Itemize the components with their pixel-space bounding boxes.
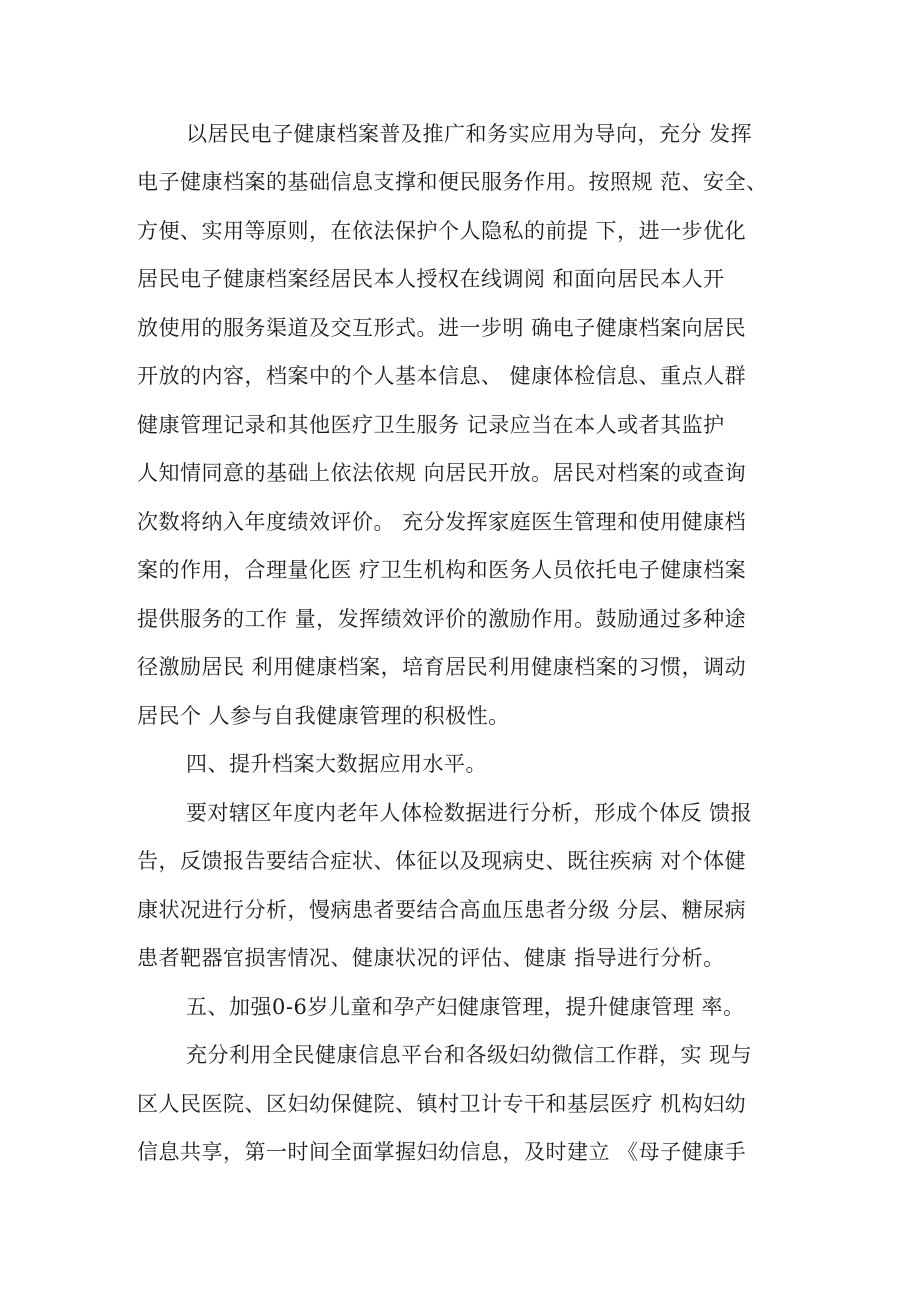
text-line: 居民电子健康档案经居民本人授权在线调阅 和面向居民本人开 bbox=[137, 267, 725, 291]
text-line: 康状况进行分析，慢病患者要结合高血压患者分级 分层、糖尿病 bbox=[137, 898, 747, 922]
section-heading: 四、提升档案大数据应用水平。 bbox=[186, 752, 487, 776]
text-line: 放使用的服务渠道及交互形式。进一步明 确电子健康档案向居民 bbox=[137, 316, 747, 340]
text-line: 以居民电子健康档案普及推广和务实应用为导向，充分 发挥 bbox=[186, 122, 753, 146]
text-line: 提供服务的工作 量，发挥绩效评价的激励作用。鼓励通过多种途 bbox=[137, 607, 747, 631]
text-line: 径激励居民 利用健康档案，培育居民利用健康档案的习惯，调动 bbox=[137, 655, 747, 679]
text-line: 充分利用全民健康信息平台和各级妇幼微信工作群，实 现与 bbox=[186, 1043, 753, 1067]
text-line: 区人民医院、区妇幼保健院、镇村卫计专干和基层医疗 机构妇幼 bbox=[137, 1092, 747, 1116]
text-line: 人知情同意的基础上依法依规 向居民开放。居民对档案的或查询 bbox=[137, 461, 747, 485]
text-line: 告，反馈报告要结合症状、体征以及现病史、既往疾病 对个体健 bbox=[137, 849, 747, 873]
text-line: 健康管理记录和其他医疗卫生服务 记录应当在本人或者其监护 bbox=[137, 413, 725, 437]
text-line: 电子健康档案的基础信息支撑和便民服务作用。按照规 范、安全、 bbox=[137, 170, 768, 194]
text-line: 患者靶器官损害情况、健康状况的评估、健康 指导进行分析。 bbox=[137, 946, 725, 970]
text-line: 要对辖区年度内老年人体检数据进行分析，形成个体反 馈报 bbox=[186, 801, 753, 825]
text-line: 案的作用，合理量化医 疗卫生机构和医务人员依托电子健康档案 bbox=[137, 558, 747, 582]
section-heading: 五、加强0-6岁儿童和孕产妇健康管理，提升健康管理 率。 bbox=[186, 995, 745, 1019]
text-line: 居民个 人参与自我健康管理的积极性。 bbox=[137, 704, 510, 728]
text-line: 方便、实用等原则，在依法保护个人隐私的前提 下，进一步优化 bbox=[137, 219, 747, 243]
text-line: 信息共享，第一时间全面掌握妇幼信息，及时建立 《母子健康手 bbox=[137, 1140, 747, 1164]
text-line: 开放的内容，档案中的个人基本信息、 健康体检信息、重点人群 bbox=[137, 364, 747, 388]
text-line: 次数将纳入年度绩效评价。 充分发挥家庭医生管理和使用健康档 bbox=[137, 510, 747, 534]
